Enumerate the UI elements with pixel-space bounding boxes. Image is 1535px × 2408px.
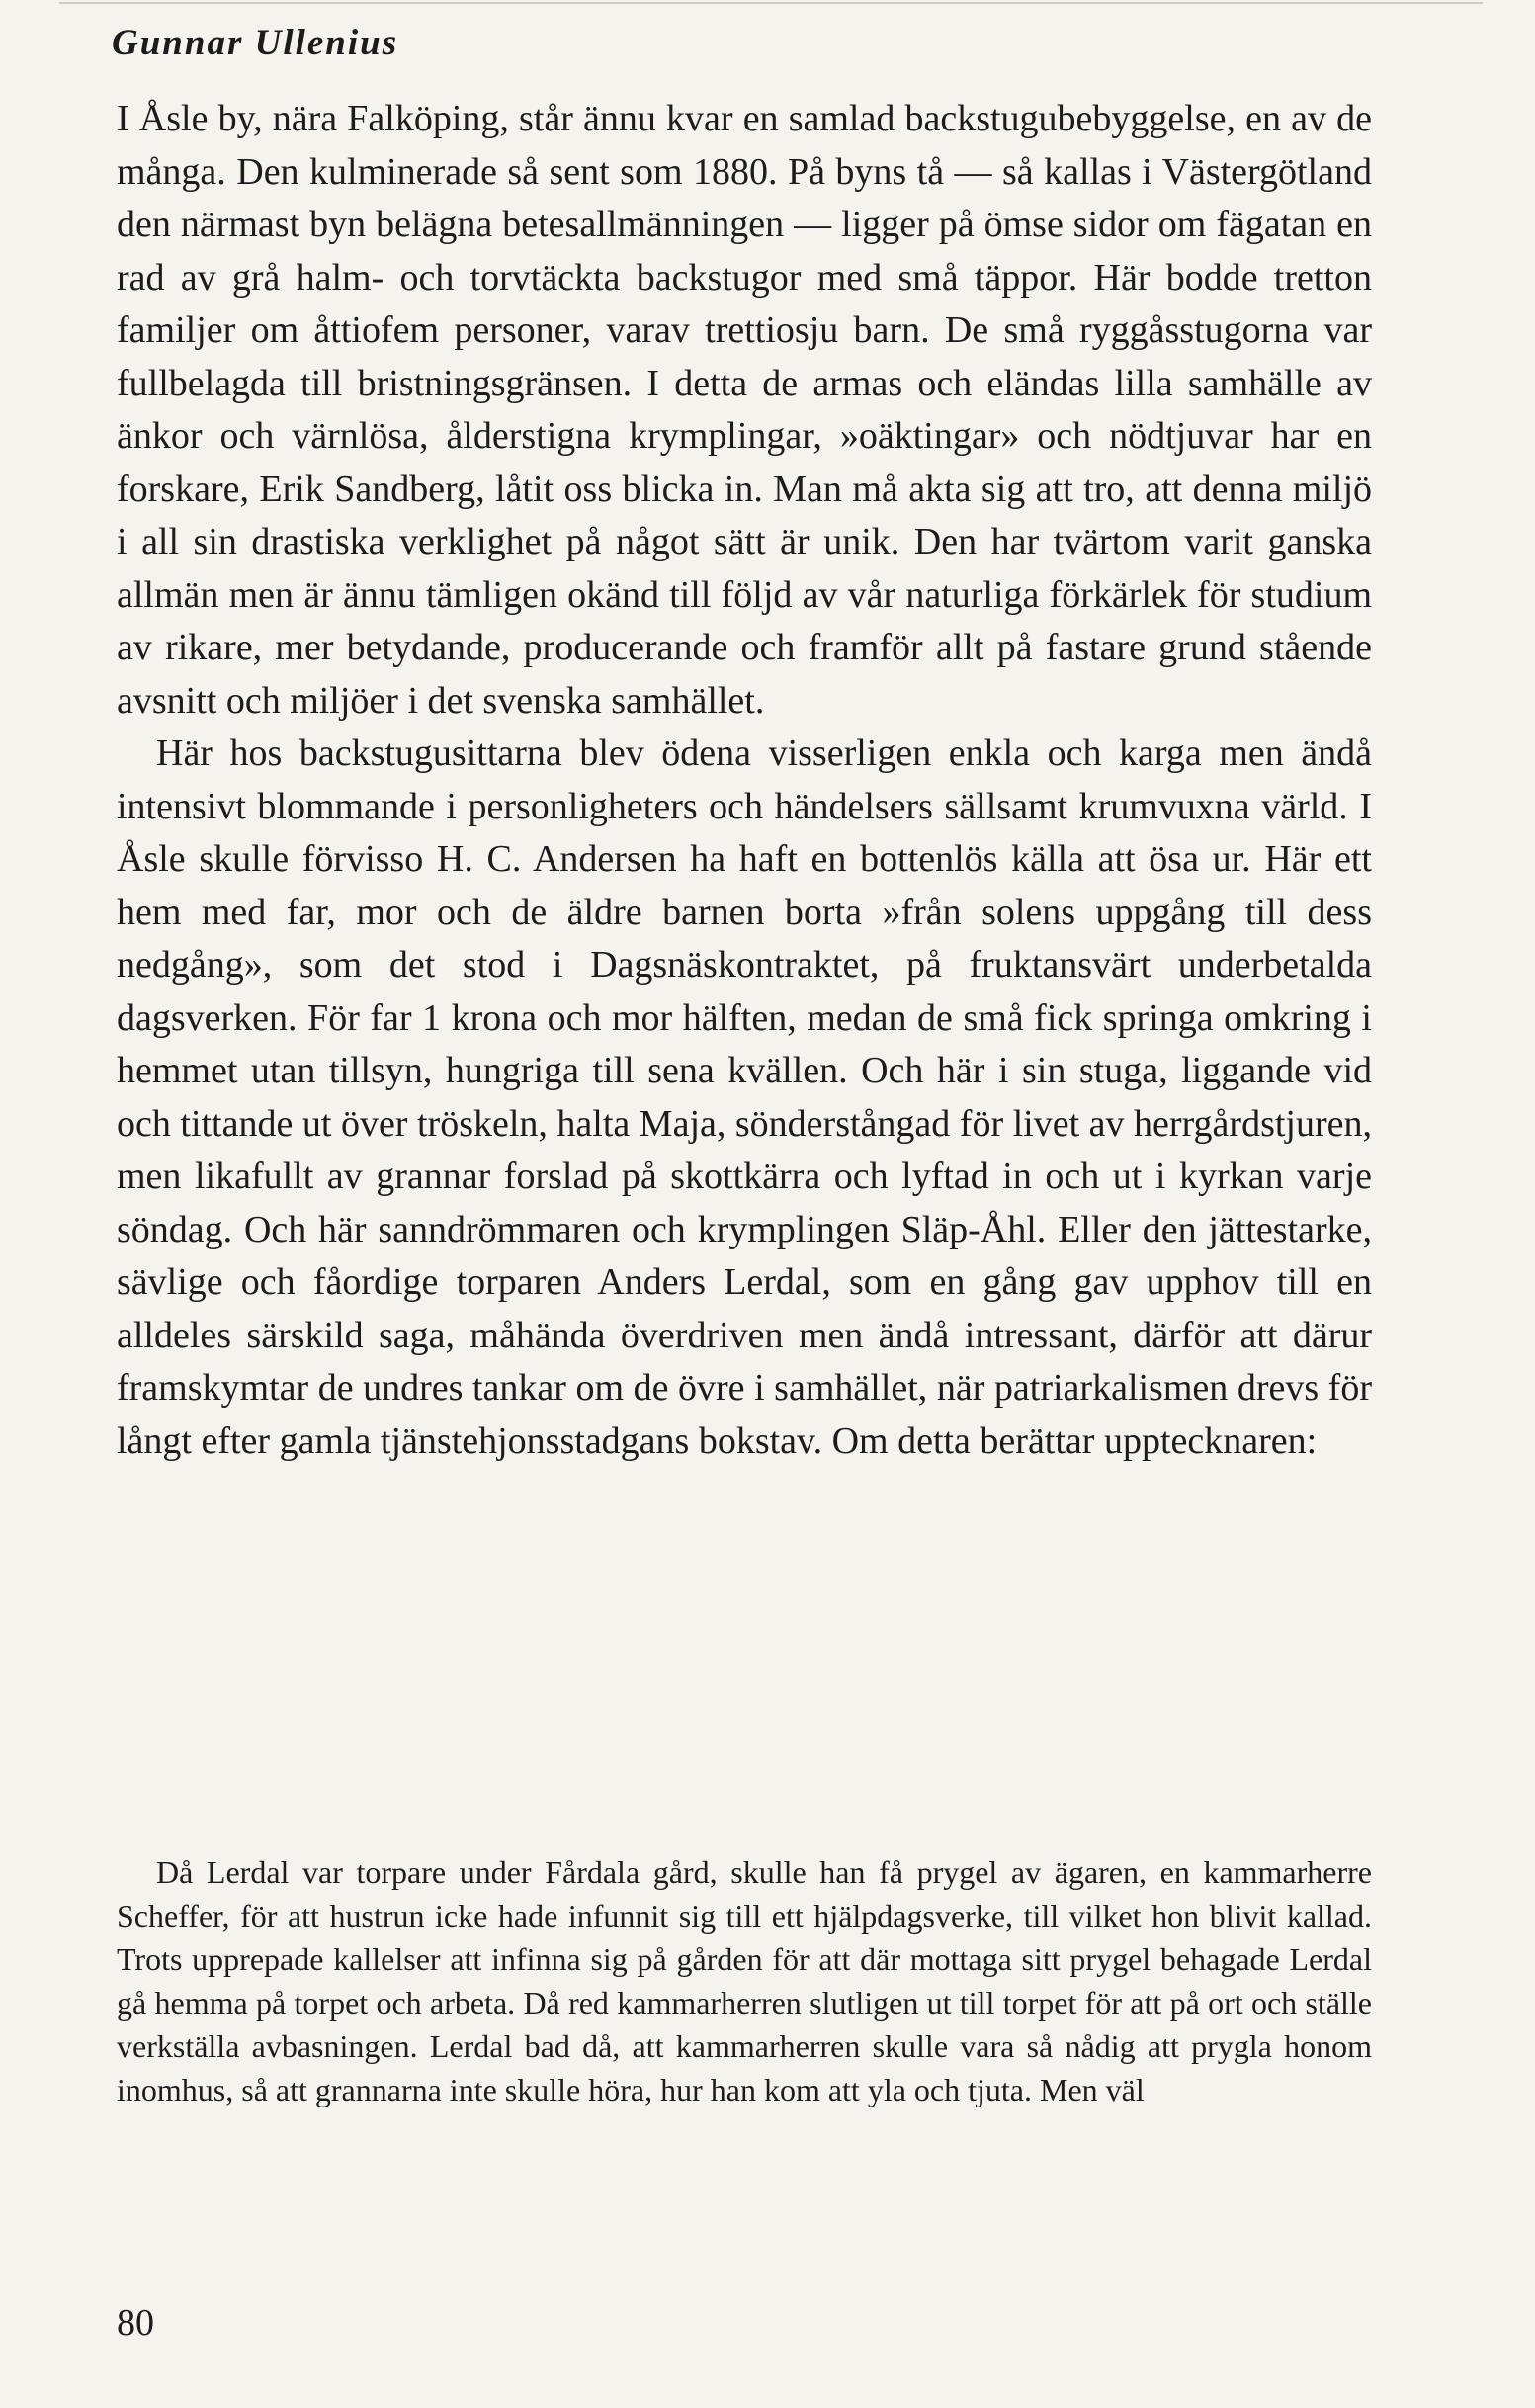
running-head-author: Gunnar Ullenius (112, 23, 399, 63)
paragraph-1: I Åsle by, nära Falköping, står ännu kvar en samlad backstugubebyggelse, en av de många. Den kulminerade så sent som 1880. På byns tå — så kallas i Västergötland den närmast byn belägna betesallmänningen — ligger på ömse sidor om fägatan en rad av grå halm- och torvtäckta backstugor med små täppor. Här bodde tretton familjer om åttiofem personer, varav trettiosju barn. De små ryggåsstugorna var fullbelagda till bristningsgränsen. I detta de armas och eländas lilla samhälle av änkor och värnlösa, ålderstigna krymplingar, »oäktingar» och nödtjuvar har en forskare, Erik Sandberg, låtit oss blicka in. Man må akta sig att tro, att denna miljö i all sin drastiska verklighet på något sätt är unik. Den har tvärtom varit ganska allmän men är ännu tämligen okänd till följd av vår naturliga förkärlek för studium av rikare, mer betydande, producerande och framför allt på fastare grund stående avsnitt och miljöer i det svenska samhället. (117, 98, 1372, 722)
page-number: 80 (117, 2302, 154, 2344)
quote-paragraph: Då Lerdal var torpare under Fårdala gård, skulle han få prygel av ägaren, en kammarherre Scheffer, för att hustrun icke hade infunnit sig till ett hjälpdagsverke, till vilket hon blivit kallad. Trots upprepade kallelser att infinna sig på gården för att där mottaga sitt prygel behagade Lerdal gå hemma på torpet och arbeta. Då red kammarherren slutligen ut till torpet för att på ort och ställe verkställa avbasningen. Lerdal bad då, att kammarherren skulle vara så nådig att prygla honom inomhus, så att grannarna inte skulle höra, hur han kom att yla och tjuta. Men väl (117, 1854, 1372, 2107)
block-quote (117, 1850, 1372, 2111)
main-text (117, 93, 1372, 1468)
paragraph-2: Här hos backstugusittarna blev ödena visserligen enkla och karga men ändå intensivt blommande i personligheters och händelsers sällsamt krumvuxna värld. I Åsle skulle förvisso H. C. Andersen ha haft en bottenlös källa att ösa ur. Här ett hem med far, mor och de äldre barnen borta »från solens uppgång till dess nedgång», som det stod i Dagsnäskontraktet, på fruktansvärt underbetalda dagsverken. För far 1 krona och mor hälften, medan de små fick springa omkring i hemmet utan tillsyn, hungriga till sena kvällen. Och här i sin stuga, liggande vid och tittande ut över tröskeln, halta Maja, sönderstångad för livet av herrgårdstjuren, men likafullt av grannar forslad på skottkärra och lyftad in och ut i kyrkan varje söndag. Och här sanndrömmaren och krymplingen Släp-Åhl. Eller den jättestarke, sävlige och fåordige torparen Anders Lerdal, som en gång gav upphov till en alldeles särskild saga, måhända överdriven men ändå intressant, därför att därur framskymtar de undres tankar om de övre i samhället, när patriarkalismen drevs för långt efter gamla tjänstehjonsstadgans bokstav. Om detta berättar upptecknaren: (117, 732, 1372, 1462)
top-rule (59, 2, 1483, 4)
